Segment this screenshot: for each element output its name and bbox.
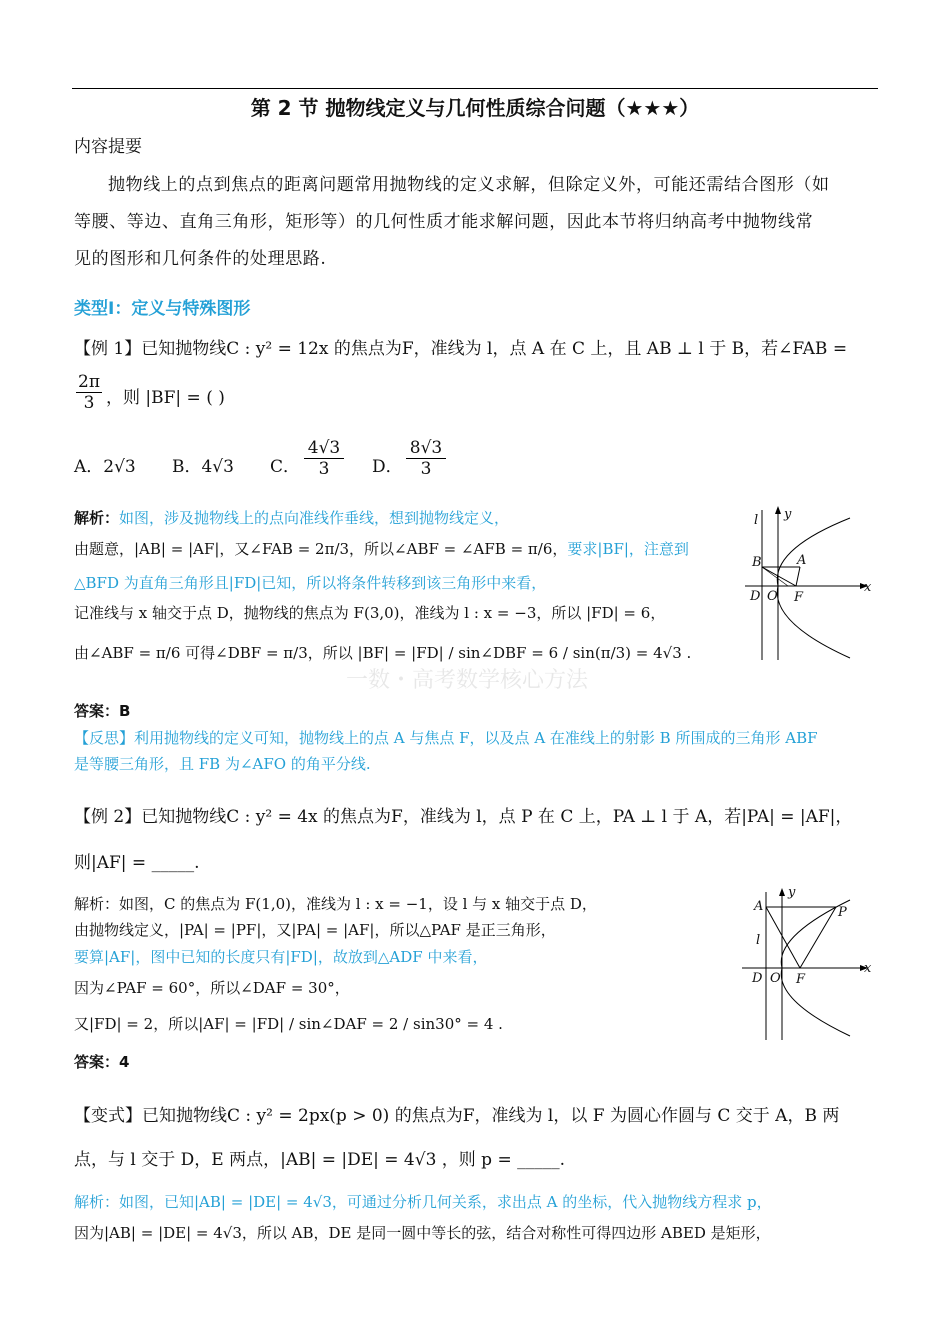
fig2-label-f: F xyxy=(796,972,806,987)
ex1-sol-hint: 如图，涉及抛物线上的点向准线作垂线，想到抛物线定义， xyxy=(119,509,510,527)
ex1-solution-line4: 记准线与 x 轴交于点 D，抛物线的焦点为 F(3,0)，准线为 l : x = −3，所以 |FD| = 6， xyxy=(74,604,666,622)
variant-solution-line2: 因为|AB| = |DE| = 4√3，所以 AB，DE 是同一圆中等长的弦，结合对称性可得四边形 ABED 是矩形， xyxy=(74,1224,771,1242)
ex1-sol2a: 由题意，|AB| = |AF|，又∠FAB = 2π/3，所以∠ABF = ∠AFB = π/6， xyxy=(74,540,568,558)
optc-den: 3 xyxy=(318,459,330,479)
fig2-label-a: A xyxy=(754,899,764,914)
ex1-option-c: C． xyxy=(270,457,301,477)
watermark: 一数・高考数学核心方法 xyxy=(346,668,589,693)
fig1-label-x: x xyxy=(864,580,872,595)
fig1-label-l: l xyxy=(754,513,759,528)
top-rule xyxy=(72,88,878,89)
fig2-label-x: x xyxy=(864,961,872,976)
ex1-frac-den: 3 xyxy=(83,393,95,413)
fig1-label-o: O xyxy=(767,589,778,604)
optd-den: 3 xyxy=(420,459,432,479)
variant-question-line1: 【变式】已知抛物线C : y² = 2px(p > 0) 的焦点为F，准线为 l，以 F 为圆心作圆与 C 交于 A，B 两 xyxy=(74,1106,840,1126)
ex2-solution-line5: 又|FD| = 2，所以|AF| = |FD| / sin∠DAF = 2 / sin30° = 4 . xyxy=(74,1015,503,1033)
page-title: 第 2 节 抛物线定义与几何性质综合问题（★★★） xyxy=(250,96,700,120)
fig2-label-o: O xyxy=(770,971,781,986)
ex1-reflection-2: 是等腰三角形，且 FB 为∠AFO 的角平分线. xyxy=(74,755,371,773)
ex1-question-line1: 【例 1】已知抛物线C : y² = 12x 的焦点为F，准线为 l，点 A 在 C 上，且 AB ⊥ l 于 B，若∠FAB = xyxy=(74,339,848,359)
ex1-solution-line3: △BFD 为直角三角形且|FD|已知，所以将条件转移到该三角形中来看， xyxy=(74,574,547,592)
summary-line-2: 等腰、等边、直角三角形，矩形等）的几何性质才能求解问题，因此本节将归纳高考中抛物线常 xyxy=(74,212,814,232)
ex2-answer: 答案：4 xyxy=(74,1053,130,1071)
optc-num: 4√3 xyxy=(304,438,344,459)
ex1-reflection-1: 【反思】利用抛物线的定义可知，抛物线上的点 A 与焦点 F，以及点 A 在准线上的射影 B 所围成的三角形 ABF xyxy=(74,729,818,747)
fig1-label-b: B xyxy=(752,555,762,570)
ex1-fraction xyxy=(76,372,102,413)
ex2-solution-line2: 由抛物线定义，|PA| = |PF|，又|PA| = |AF|，所以△PAF 是正三角形， xyxy=(74,921,556,939)
fig1-label-d: D xyxy=(750,589,761,604)
ex1-question-line2: ，则 |BF| = ( ) xyxy=(106,388,225,408)
ex2-question-line1: 【例 2】已知抛物线C : y² = 4x 的焦点为F，准线为 l，点 P 在 C 上，PA ⊥ l 于 A，若|PA| = |AF|， xyxy=(74,807,853,827)
ex2-solution-line1: 解析：如图，C 的焦点为 F(1,0)，准线为 l : x = −1，设 l 与 x 轴交于点 D， xyxy=(74,895,597,913)
summary-line-1: 抛物线上的点到焦点的距离问题常用抛物线的定义求解，但除定义外，可能还需结合图形（如 xyxy=(108,175,830,195)
fig2-label-d: D xyxy=(752,971,763,986)
section-type-heading: 类型Ⅰ：定义与特殊图形 xyxy=(74,299,251,319)
ex1-solution-line2 xyxy=(74,538,689,559)
fig2-label-p: P xyxy=(838,905,847,920)
variant-solution-line1: 解析：如图，已知|AB| = |DE| = 4√3，可通过分析几何关系，求出点 A 的坐标，代入抛物线方程求 p， xyxy=(74,1193,772,1211)
solution-label: 解析： xyxy=(74,509,120,527)
ex2-question-line2: 则|AF| = _____. xyxy=(74,853,200,873)
fig2-label-l: l xyxy=(756,933,761,948)
ex1-frac-num: 2π xyxy=(78,372,100,392)
ex1-option-a: A．2√3 xyxy=(74,457,136,477)
ex1-option-b: B．4√3 xyxy=(172,457,234,477)
ex1-option-d-frac xyxy=(406,438,446,479)
ex2-solution-line3: 要算|AF|，图中已知的长度只有|FD|，故放到△ADF 中来看， xyxy=(74,948,488,966)
ex2-figure xyxy=(738,882,878,1047)
fig1-label-a: A xyxy=(797,553,807,568)
ex1-solution-line5: 由∠ABF = π/6 可得∠DBF = π/3，所以 |BF| = |FD| / sin∠DBF = 6 / sin(π/3) = 4√3 . xyxy=(74,644,692,662)
ex1-option-d: D． xyxy=(372,457,403,477)
variant-question-line2: 点，与 l 交于 D，E 两点，|AB| = |DE| = 4√3 ，则 p = _____. xyxy=(74,1150,566,1170)
fig1-label-f: F xyxy=(794,590,804,605)
optd-num: 8√3 xyxy=(406,438,446,459)
ex1-option-c-frac xyxy=(304,438,344,479)
summary-line-3: 见的图形和几何条件的处理思路. xyxy=(74,249,327,269)
ex1-figure xyxy=(740,500,880,670)
ex2-solution-line4: 因为∠PAF = 60°，所以∠DAF = 30°， xyxy=(74,979,350,997)
summary-heading: 内容提要 xyxy=(74,137,142,157)
ex1-sol2b: 要求|BF|，注意到 xyxy=(567,540,689,558)
ex1-solution-line1 xyxy=(74,507,509,528)
fig1-label-y: y xyxy=(784,507,792,522)
fig2-label-y: y xyxy=(788,885,796,900)
ex1-answer: 答案：B xyxy=(74,702,131,720)
